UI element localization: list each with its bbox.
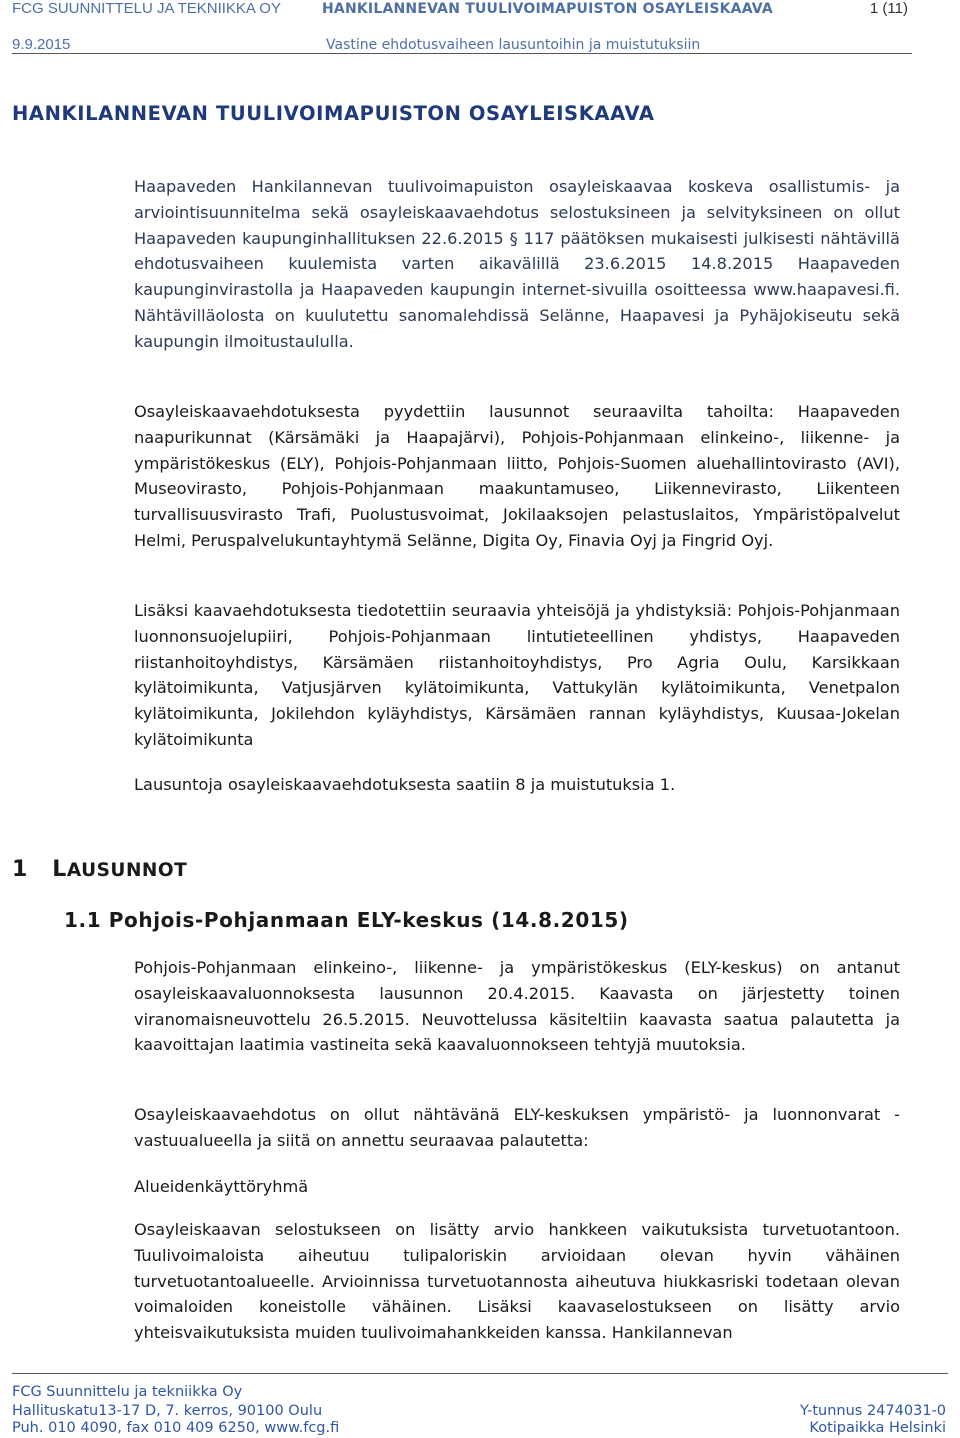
ely-paragraph-1: Pohjois-Pohjanmaan elinkeino-, liikenne- ja ympäristökeskus (ELY-keskus) on antanut osayleiskaavaluonnoksesta lausunnon 20.4.2015. Kaavasta on järjestetty toinen viranomaisneuvottelu 26.5.2015. Neuvottelussa käsiteltiin kaavasta saatua palautetta ja kaavoittajan laatimia vastineita sekä kaavaluonnokseen tehtyjä muutoksia. (134, 958, 900, 1055)
footer-company: FCG Suunnittelu ja tekniikka Oy (12, 1384, 243, 1400)
footer-address: Hallituskatu13-17 D, 7. kerros, 90100 Oulu (12, 1403, 323, 1419)
ely-paragraph-3: Osayleiskaavan selostukseen on lisätty arvio hankkeen vaikutuksista turvetuotantoon. Tuulivoimaloista aiheutuu tulipaloriskin arvioidaan olevan hyvin vähäinen turvetuotantoalueelle. Arvioinnissa turvetuotannosta aiheutuva hiukkasriski todetaan olevan voimaloiden koneistolle vähäinen. Lisäksi kaavaselostukseen on lisätty arvio yhteisvaikutuksista muiden tuulivoimahankkeiden kanssa. Hankilannevan (134, 1220, 900, 1343)
informed-parties-paragraph: Lisäksi kaavaehdotuksesta tiedotettiin seuraavia yhteisöjä ja yhdistyksiä: Pohjois-Pohjanmaan luonnonsuojelupiiri, Pohjois-Pohjanmaan lintutieteellinen yhdistys, Haapaveden riistanhoitoyhdistys, Kärsämäen riistanhoitoyhdistys, Pro Agria Oulu, Karsikkaan kylätoimikunta, Vatjusjärven kylätoimikunta, Vattukylän kylätoimikunta, Venetpalon kylätoimikunta, Jokilehdon kyläyhdistys, Kärsämäen rannan kyläyhdistys, Kuusaa-Jokelan kylätoimikunta (134, 601, 900, 749)
footer-domicile: Kotipaikka Helsinki (809, 1420, 946, 1436)
section-heading-lausunnot (12, 857, 187, 882)
intro-text-start: Haapaveden Hankilannevan tuulivoimapuiston osayleiskaavaa koskeva osallistumis- ja arviointisuunnitelma sekä osayleiskaavaehdotus selostuksineen ja selvityksineen on ollut Haapaveden kaupunginhallituksen 22.6.2015 (134, 177, 900, 248)
header-subtitle: Vastine ehdotusvaiheen lausuntoihin ja muistutuksiin (326, 37, 701, 53)
received-count-paragraph: Lausuntoja osayleiskaavaehdotuksesta saatiin 8 ja muistutuksia 1. (134, 775, 676, 794)
header-page-number: 1 (11) (869, 0, 908, 17)
section-mark: § (509, 228, 518, 248)
ely-subheading: Alueidenkäyttöryhmä (134, 1177, 309, 1196)
header-company: FCG SUUNNITTELU JA TEKNIIKKA OY (12, 0, 281, 17)
section-title-initial: L (52, 857, 67, 882)
intro-paragraph (134, 174, 900, 355)
intro-text-end: 117 päätöksen mukaisesti julkisesti nähtävillä ehdotusvaiheen kuulemista varten aikavälillä 23.6.2015 14.8.2015 Haapaveden kaupunginvirastolla ja Haapaveden kaupungin internet-sivuilla osoitteessa www.haapavesi.fi. Nähtävilläolosta on kuulutettu sanomalehdissä Selänne, Haapavesi ja Pyhäjokiseutu sekä kaupungin ilmoitustaululla. (134, 228, 900, 351)
document-title: HANKILANNEVAN TUULIVOIMAPUISTON OSAYLEISKAAVA (12, 102, 655, 125)
footer-divider (12, 1373, 948, 1374)
ely-paragraph-2: Osayleiskaavaehdotus on ollut nähtävänä ELY-keskuksen ympäristö- ja luonnonvarat -vastuualueella ja siitä on annettu seuraavaa palautetta: (134, 1105, 900, 1150)
section-title-rest: AUSUNNOT (66, 860, 188, 881)
subsection-heading-ely: 1.1 Pohjois-Pohjanmaan ELY-keskus (14.8.2015) (64, 908, 629, 932)
header-divider (12, 53, 912, 54)
footer-contact: Puh. 010 4090, fax 010 409 6250, www.fcg.fi (12, 1420, 340, 1436)
statement-requests-paragraph: Osayleiskaavaehdotuksesta pyydettiin lausunnot seuraavilta tahoilta: Haapaveden naapurikunnat (Kärsämäki ja Haapajärvi), Pohjois-Pohjanmaan elinkeino-, liikenne- ja ympäristökeskus (ELY), Pohjois-Pohjanmaan liitto, Pohjois-Suomen aluehallintovirasto (AVI), Museovirasto, Pohjois-Pohjanmaan maakuntamuseo, Liikennevirasto, Liikenteen turvallisuusvirasto Trafi, Puolustusvoimat, Jokilaaksojen pelastuslaitos, Ympäristöpalvelut Helmi, Peruspalvelukuntayhtymä Selänne, Digita Oy, Finavia Oyj ja Fingrid Oyj. (134, 402, 900, 550)
footer-business-id: Y-tunnus 2474031-0 (799, 1403, 946, 1419)
header-date: 9.9.2015 (12, 36, 71, 53)
section-number: 1 (12, 857, 28, 882)
header-document-title: HANKILANNEVAN TUULIVOIMAPUISTON OSAYLEISKAAVA (322, 1, 773, 17)
